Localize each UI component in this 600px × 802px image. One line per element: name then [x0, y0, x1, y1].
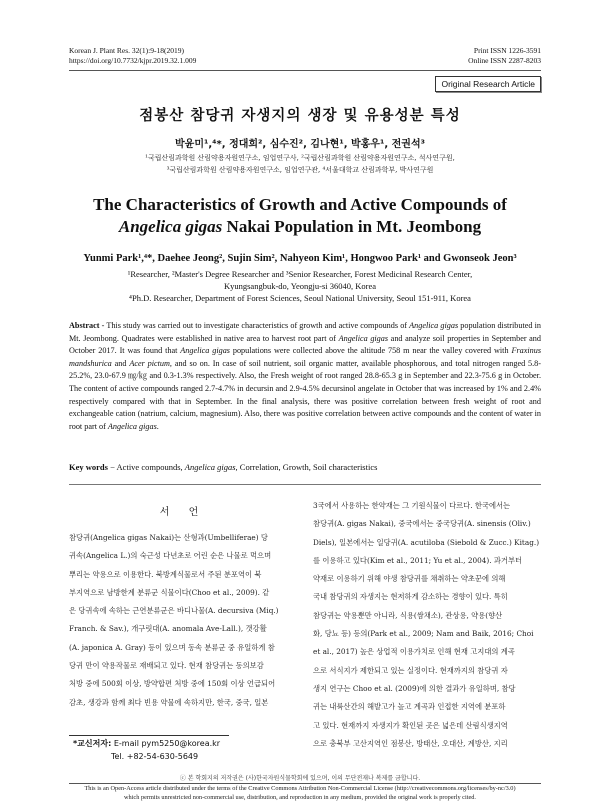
license-line: This is an Open-Access article distributed under the terms of the Creative Commons Attribution Non-Commercial License (http://creativecommons.org/licenses/by-nc/3.0): [0, 785, 600, 794]
english-authors: Yunmi Park¹,⁴*, Daehee Jeong², Sujin Sim², Nahyeon Kim¹, Hongwoo Park¹ and Gwonseok Jeon³: [0, 253, 600, 264]
keywords-text: , Correlation, Growth, Soil characteristics: [236, 462, 378, 472]
text-line: Franch. & Sav.), 개구릿대(A. anomala Ave-Lall.), 갯강활: [69, 620, 297, 638]
korean-title: 점봉산 참당귀 자생지의 생장 및 유용성분 특성: [0, 104, 600, 125]
text-line: 처방 중에 500회 이상, 방약합편 처방 중에 150회 이상 언급되어: [69, 675, 297, 693]
email-link[interactable]: E-mail pym5250@korea.kr: [111, 739, 220, 748]
species-name: Angelica gigas: [108, 422, 157, 431]
english-title-line: The Characteristics of Growth and Active Compounds of: [0, 194, 600, 216]
species-name: Fraxinus mandshurica: [69, 346, 541, 368]
text-line: 3국에서 사용하는 한약재는 그 기원식물이 다르다. 한국에서는: [313, 497, 541, 515]
text-line: Diels), 일본에서는 일당귀(A. acutiloba (Siebold & Zucc.) Kitag.): [313, 534, 541, 552]
abstract-text: .: [157, 422, 159, 431]
left-column-text: [69, 529, 297, 712]
text-line: 고 있다. 현재까지 자생지가 확인된 곳은 넓은데 산림식생지역: [313, 717, 541, 735]
text-line: 생지 연구는 Choo et al. (2009)에 의한 결과가 유일하며, 참당: [313, 680, 541, 698]
english-affiliation-line: ¹Researcher, ²Master's Degree Researcher and ³Senior Researcher, Forest Medicinal Research Center,: [0, 268, 600, 280]
issn-block: [468, 46, 541, 66]
license-notice: [0, 785, 600, 802]
english-affiliation-line: ⁴Ph.D. Researcher, Department of Forest Sciences, Seoul National University, Seoul 151-911, Korea: [0, 292, 600, 304]
korean-authors: 박윤미¹,⁴*, 정대희², 심수진², 김나현¹, 박홍우¹, 전권석³: [0, 135, 600, 150]
abstract: [69, 320, 541, 433]
abstract-text: populations were collected above the altitude 758 m near the valley covered with: [230, 346, 511, 355]
english-title-rest: Nakai Population in Mt. Jeombong: [222, 217, 481, 236]
korean-affiliation-line: ³국립산림과학원 산림약용자원연구소, 임업연구관, ⁴서울대학교 산림과학부, 박사연구원: [0, 164, 600, 176]
correspondence-tel: Tel. +82-54-630-5649: [73, 750, 220, 763]
species-name: Angelica gigas: [119, 217, 222, 236]
species-name: Acer pictum: [129, 359, 170, 368]
text-line: 참당귀(Angelica gigas Nakai)는 산형과(Umbelliferae) 당: [69, 529, 297, 547]
abstract-text: and: [112, 359, 130, 368]
journal-citation-line: Korean J. Plant Res. 32(1):9-18(2019): [69, 46, 196, 56]
text-line: 은 당귀속에 속하는 근연분류군은 바디나물(A. decursiva (Miq.): [69, 602, 297, 620]
english-affiliation-line: Kyungsangbuk-do, Yeongju-si 36040, Korea: [0, 280, 600, 292]
abstract-text: - This study was carried out to investigate characteristics of growth and active compounds of: [99, 321, 409, 330]
article-type-badge: Original Research Article: [435, 76, 541, 92]
species-name: Angelica gigas: [409, 321, 458, 330]
english-title: [0, 194, 600, 238]
text-line: 참당귀(A. gigas Nakai), 중국에서는 중국당귀(A. sinensis (Oliv.): [313, 515, 541, 533]
text-line: 화, 당뇨 등) 등의(Park et al., 2009; Nam and Baik, 2016; Choi: [313, 625, 541, 643]
issn-online: Online ISSN 2287-8203: [468, 56, 541, 66]
correspondence-label: *교신저자:: [73, 739, 111, 748]
abstract-text: and analyze soil properties in September and October 2017. It was found that: [69, 334, 541, 356]
species-name: Angelica gigas: [339, 334, 388, 343]
header-rule: [69, 70, 541, 71]
right-column-text: [313, 497, 541, 753]
text-line: 으로 서식지가 제한되고 있는 실정이다. 현재까지의 참당귀 자: [313, 662, 541, 680]
text-line: 국내 참당귀의 자생지는 현저하게 감소하는 경향이 있다. 특히: [313, 588, 541, 606]
abstract-text: population distributed in Mt. Jeombong. Quadrates were established in native area to harvest root part of: [69, 321, 541, 343]
section-heading-introduction: 서 언: [69, 503, 297, 518]
issn-print: Print ISSN 1226-3591: [468, 46, 541, 56]
journal-citation: [69, 46, 196, 66]
text-line: 으로 충북부 고산지역인 점봉산, 방태산, 오대산, 계방산, 지리: [313, 735, 541, 753]
english-affiliations: [0, 268, 600, 304]
text-line: 뿌리는 약용으로 이용한다. 북방계식물로서 주된 분포역이 북: [69, 566, 297, 584]
abstract-label: Abstract: [69, 321, 99, 330]
korean-affiliations: [0, 152, 600, 176]
footer-rule: [69, 783, 541, 784]
korean-affiliation-line: ¹국립산림과학원 산림약용자원연구소, 임업연구사, ²국립산림과학원 산림약용자원연구소, 석사연구원,: [0, 152, 600, 164]
text-line: 귀속(Angelica L.)의 숙근성 다년초로 어린 순은 나물로 먹으며: [69, 547, 297, 565]
license-line: which permits unrestricted non-commercial use, distribution, and reproduction in any medium, provided the original work is properly cited.: [0, 794, 600, 802]
text-line: 당귀 만이 약용작물로 재배되고 있다. 현재 참당귀는 동의보감: [69, 657, 297, 675]
correspondence-email: [73, 737, 220, 750]
species-name: Angelica gigas: [180, 346, 230, 355]
text-line: 부지역으로 남방한계 분류군 식물이다(Choo et al., 2009). 같: [69, 584, 297, 602]
keywords-divider: [69, 484, 541, 485]
keywords-text: − Active compounds,: [108, 462, 185, 472]
text-line: 참당귀는 약용뿐만 아니라, 식용(쌈채소), 관상용, 약용(향산: [313, 607, 541, 625]
text-line: 약재로 이용하기 위해 야생 참당귀를 채취하는 약초꾼에 의해: [313, 570, 541, 588]
copyright-note: ⓒ 본 학회지의 저작권은 (사)한국자원식물학회에 있으며, 이의 무단전재나 복제를 금합니다.: [0, 773, 600, 782]
abstract-text: , and so on. In case of soil nutrient, soil organic matter, available phosphorous, and total nitrogen ranged 5.8-25.2%, 23.0-67.9 ㎎/㎏ and 0.3-1.3% respectively. Also, the Fresh weight of root ranged 28.8-65.3 g in September and 22.3-75.6 g in October. The content of active compounds ranged 2.7-4.7% in decursin and 2.9-4.5% decursinol angelate in October that was increased by 1% and 2.4% respectively compared with that in September. In the final analysis, there was positive correlation between fresh weight of root and exchangeable cation (natrium, calcium, magnesium). Also, there was positive correlation between active compounds and the content of water in root part of: [69, 359, 541, 431]
keywords: [69, 462, 541, 472]
text-line: 귀는 내륙산간의 해발고가 높고 계곡과 인접한 지역에 분포하: [313, 698, 541, 716]
text-line: 감초, 생강과 함께 최다 빈용 약물에 속하지만, 한국, 중국, 일본: [69, 694, 297, 712]
text-line: et al., 2017) 높은 상업적 이용가치로 인해 현재 고지대의 계곡: [313, 643, 541, 661]
species-name: Angelica gigas: [185, 462, 236, 472]
doi-link[interactable]: https://doi.org/10.7732/kjpr.2019.32.1.009: [69, 56, 196, 66]
correspondence: [73, 737, 220, 763]
english-title-line: [0, 216, 600, 238]
text-line: 를 이용하고 있다(Kim et al., 2011; Yu et al., 2004). 과거부터: [313, 552, 541, 570]
footnote-rule: [69, 735, 229, 736]
keywords-label: Key words: [69, 462, 108, 472]
text-line: (A. japonica A. Gray) 등이 있으며 동속 분류군 중 유일하게 참: [69, 639, 297, 657]
